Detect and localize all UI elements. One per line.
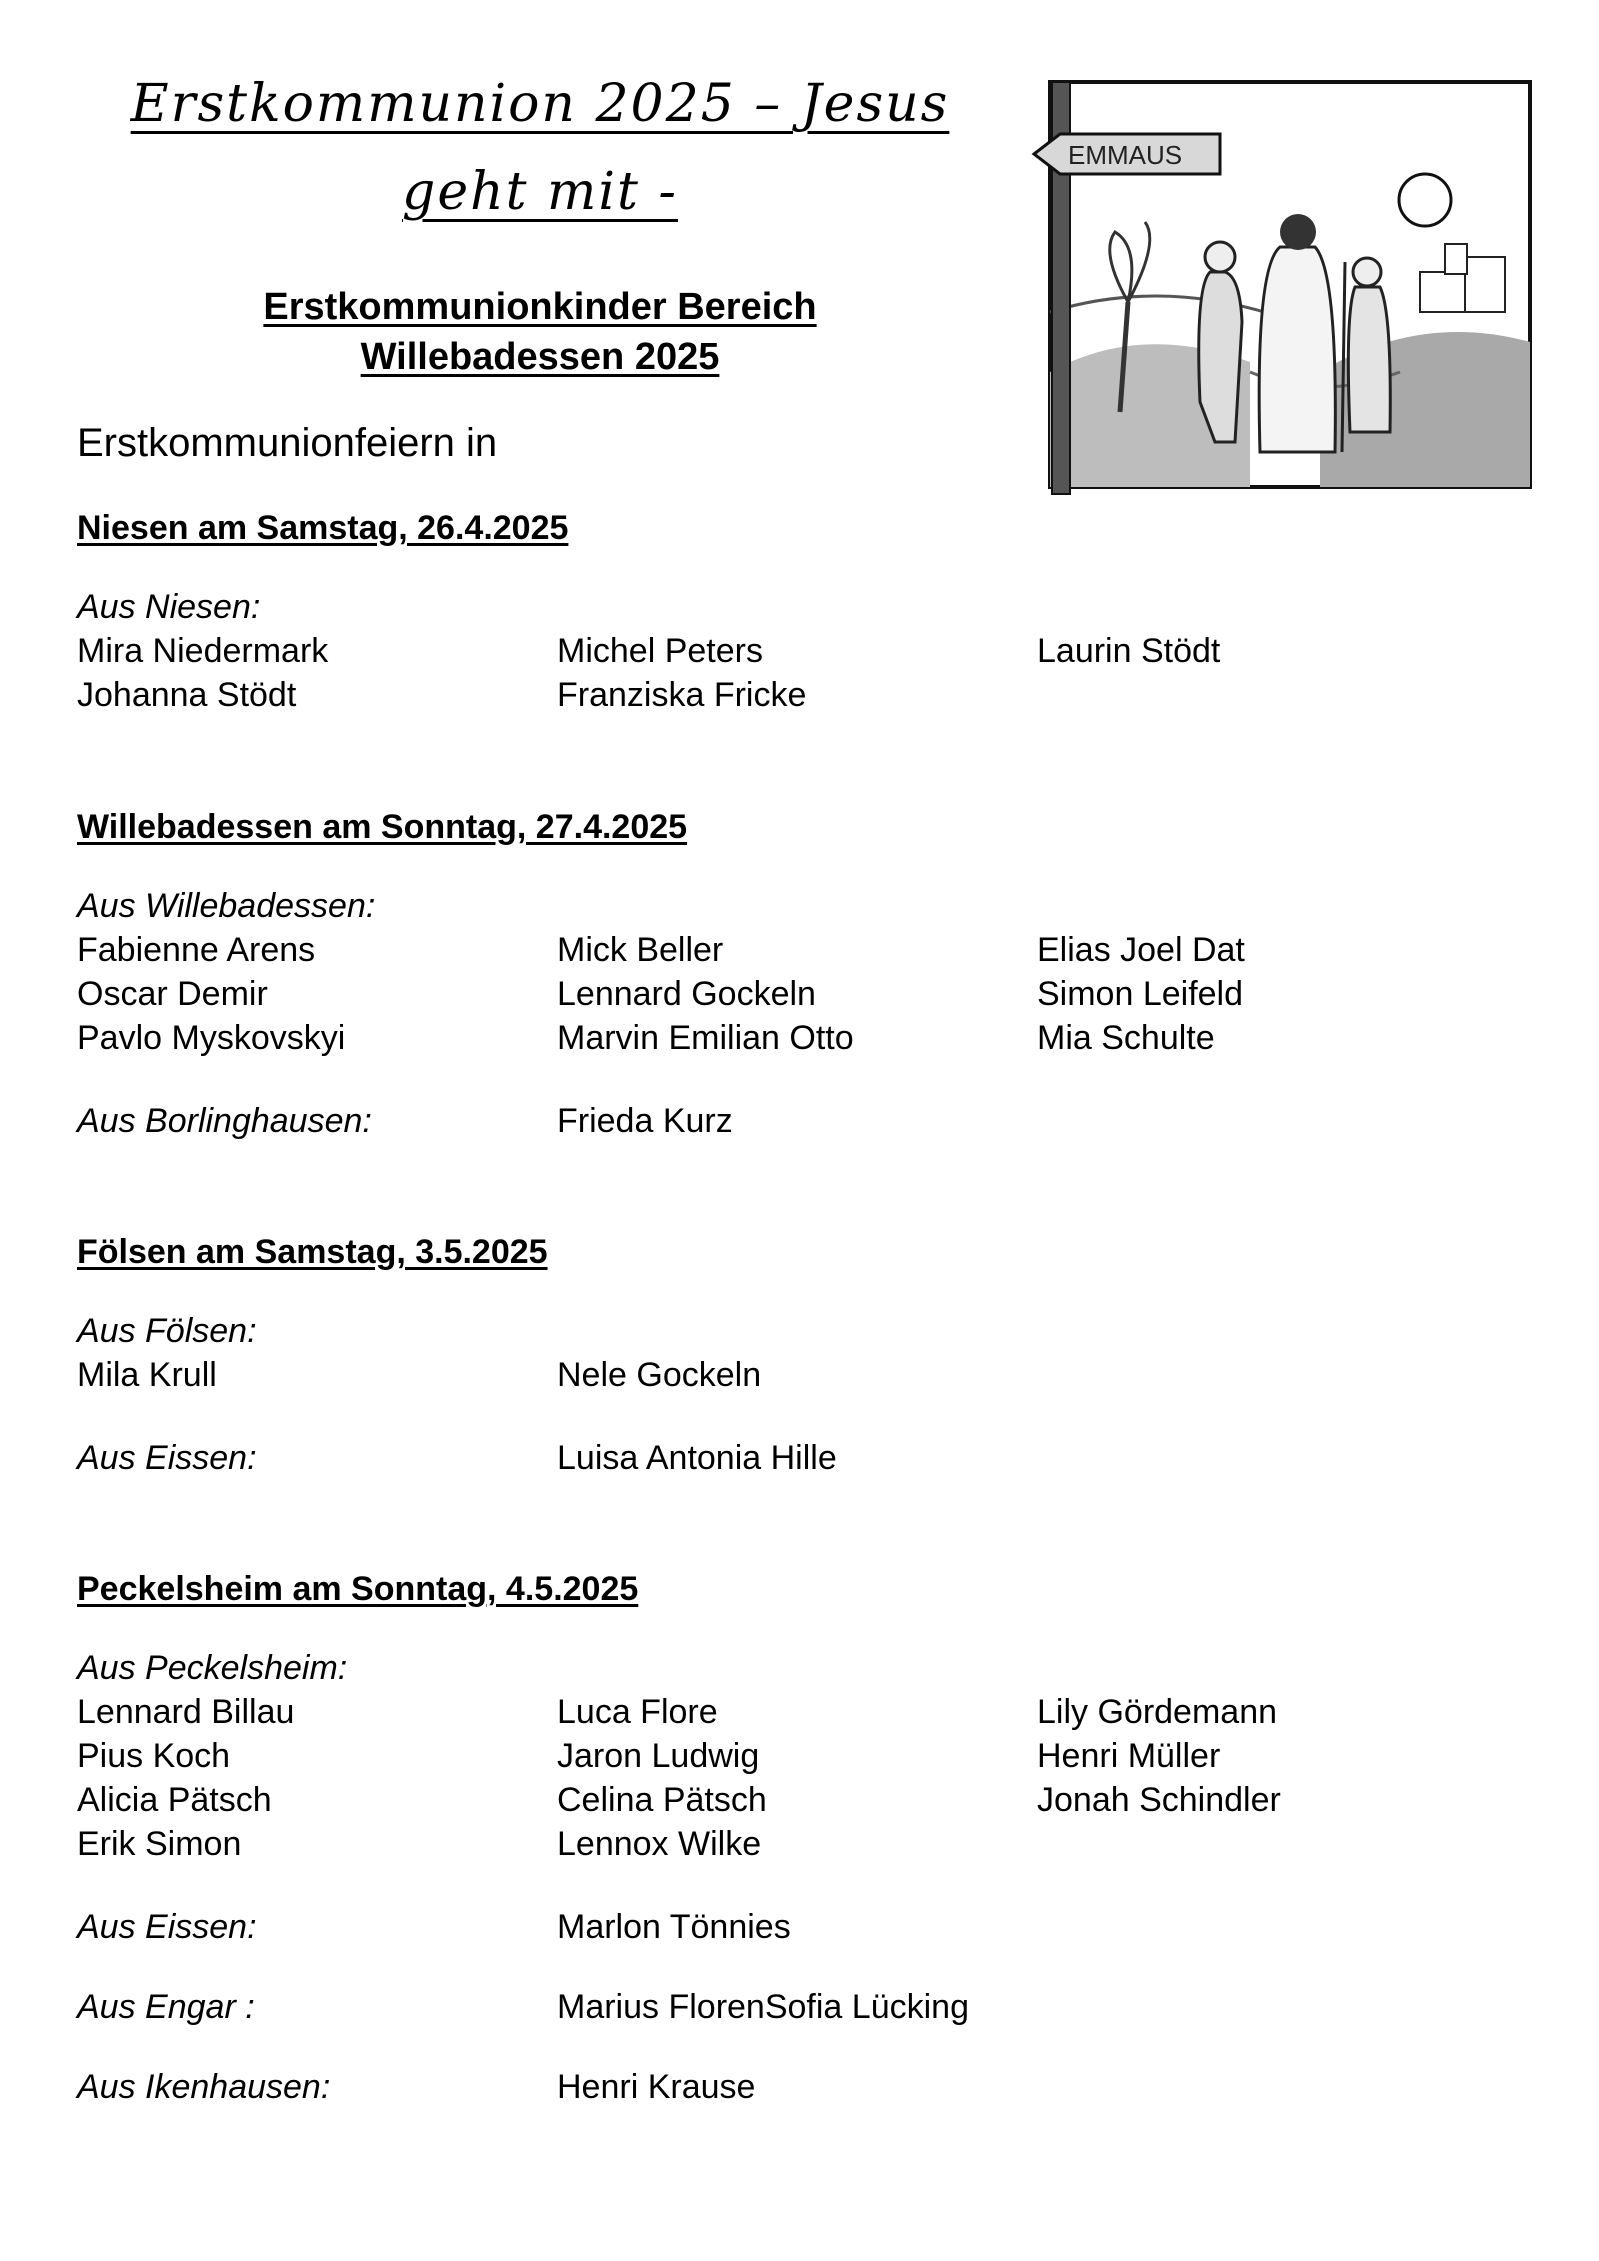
child-name: Henri Krause	[557, 2068, 756, 2106]
inline-row	[77, 1985, 1557, 2029]
child-name: Simon Leifeld	[1037, 975, 1244, 1013]
group-origin: Aus Eissen:	[77, 1908, 257, 1946]
child-name: Sofia Lücking	[764, 1988, 969, 2026]
child-name: Jonah Schindler	[1037, 1781, 1281, 1819]
child-name: Lennox Wilke	[557, 1825, 762, 1863]
section-heading-peckelsheim: Peckelsheim am Sonntag, 4.5.2025	[77, 1570, 639, 1608]
child-name: Lily Gördemann	[1037, 1693, 1278, 1731]
group-ikenhausen	[77, 2065, 1557, 2109]
child-name: Marlon Tönnies	[557, 1908, 791, 1946]
name-row	[77, 972, 1557, 1016]
child-name: Mia Schulte	[1037, 1019, 1215, 1057]
section-heading-willebadessen: Willebadessen am Sonntag, 27.4.2025	[77, 808, 688, 846]
child-name: Lennard Billau	[77, 1693, 295, 1731]
child-name: Mila Krull	[77, 1356, 217, 1394]
child-name	[1037, 1353, 1517, 1397]
child-name: Alicia Pätsch	[77, 1781, 272, 1819]
group-eissen-peckelsheim	[77, 1905, 1557, 1949]
child-name	[1037, 673, 1517, 717]
child-name: Erik Simon	[77, 1825, 242, 1863]
child-name: Pius Koch	[77, 1737, 231, 1775]
inline-row	[77, 1436, 1557, 1480]
name-row	[77, 1353, 1557, 1397]
name-row	[77, 1778, 1557, 1822]
title-line-1: Erstkommunion 2025 – Jesus	[130, 74, 950, 134]
child-name: Nele Gockeln	[557, 1356, 762, 1394]
name-row	[77, 1690, 1557, 1734]
child-name	[1037, 1822, 1517, 1866]
subtitle-line-2: Willebadessen 2025	[360, 336, 720, 378]
child-name: Oscar Demir	[77, 975, 268, 1013]
inline-row	[77, 1099, 1557, 1143]
section-heading-foelsen: Fölsen am Samstag, 3.5.2025	[77, 1233, 548, 1271]
emmaus-illustration	[1020, 72, 1540, 502]
name-row	[77, 928, 1557, 972]
subtitle-line-1: Erstkommunionkinder Bereich	[263, 286, 817, 328]
name-row	[77, 1734, 1557, 1778]
group-origin: Aus Peckelsheim:	[77, 1649, 348, 1687]
name-row	[77, 629, 1557, 673]
child-name: Marvin Emilian Otto	[557, 1019, 854, 1057]
child-name: Mira Niedermark	[77, 632, 329, 670]
child-name: Johanna Stödt	[77, 676, 297, 714]
group-peckelsheim	[77, 1646, 1557, 1866]
child-name: Pavlo Myskovskyi	[77, 1019, 346, 1057]
group-origin: Aus Willebadessen:	[77, 887, 376, 925]
child-name: Luisa Antonia Hille	[557, 1439, 837, 1477]
child-name: Franziska Fricke	[557, 676, 807, 714]
group-origin: Aus Niesen:	[77, 588, 261, 626]
group-origin: Aus Eissen:	[77, 1439, 257, 1477]
title-line-2: geht mit -	[402, 162, 678, 222]
page-title	[60, 60, 1020, 236]
page-subtitle	[60, 282, 1020, 382]
group-borlinghausen	[77, 1099, 1557, 1143]
group-engar	[77, 1985, 1557, 2029]
child-name: Jaron Ludwig	[557, 1737, 760, 1775]
group-origin: Aus Engar :	[77, 1988, 255, 2026]
child-name: Fabienne Arens	[77, 931, 316, 969]
group-origin: Aus Fölsen:	[77, 1312, 257, 1350]
group-eissen-foelsen	[77, 1436, 1557, 1480]
inline-row	[77, 2065, 1557, 2109]
intro-text: Erstkommunionfeiern in	[77, 421, 498, 465]
group-origin: Aus Borlinghausen:	[77, 1102, 372, 1140]
child-name: Lennard Gockeln	[557, 975, 816, 1013]
group-willebadessen	[77, 884, 1557, 1060]
child-name: Henri Müller	[1037, 1737, 1221, 1775]
group-foelsen	[77, 1309, 1557, 1397]
group-origin: Aus Ikenhausen:	[77, 2068, 331, 2106]
sign-text: EMMAUS	[1068, 140, 1183, 170]
child-name: Elias Joel Dat	[1037, 931, 1245, 969]
child-name: Laurin Stödt	[1037, 632, 1221, 670]
group-niesen	[77, 585, 1557, 717]
name-row	[77, 673, 1557, 717]
child-name: Celina Pätsch	[557, 1781, 767, 1819]
child-name: Mick Beller	[557, 931, 724, 969]
inline-row	[77, 1905, 1557, 1949]
section-heading-niesen: Niesen am Samstag, 26.4.2025	[77, 509, 569, 547]
child-name: Luca Flore	[557, 1693, 718, 1731]
child-name: Frieda Kurz	[557, 1102, 733, 1140]
name-row	[77, 1822, 1557, 1866]
child-name: Marius Floren	[557, 1988, 765, 2026]
child-name: Michel Peters	[557, 632, 763, 670]
name-row	[77, 1016, 1557, 1060]
